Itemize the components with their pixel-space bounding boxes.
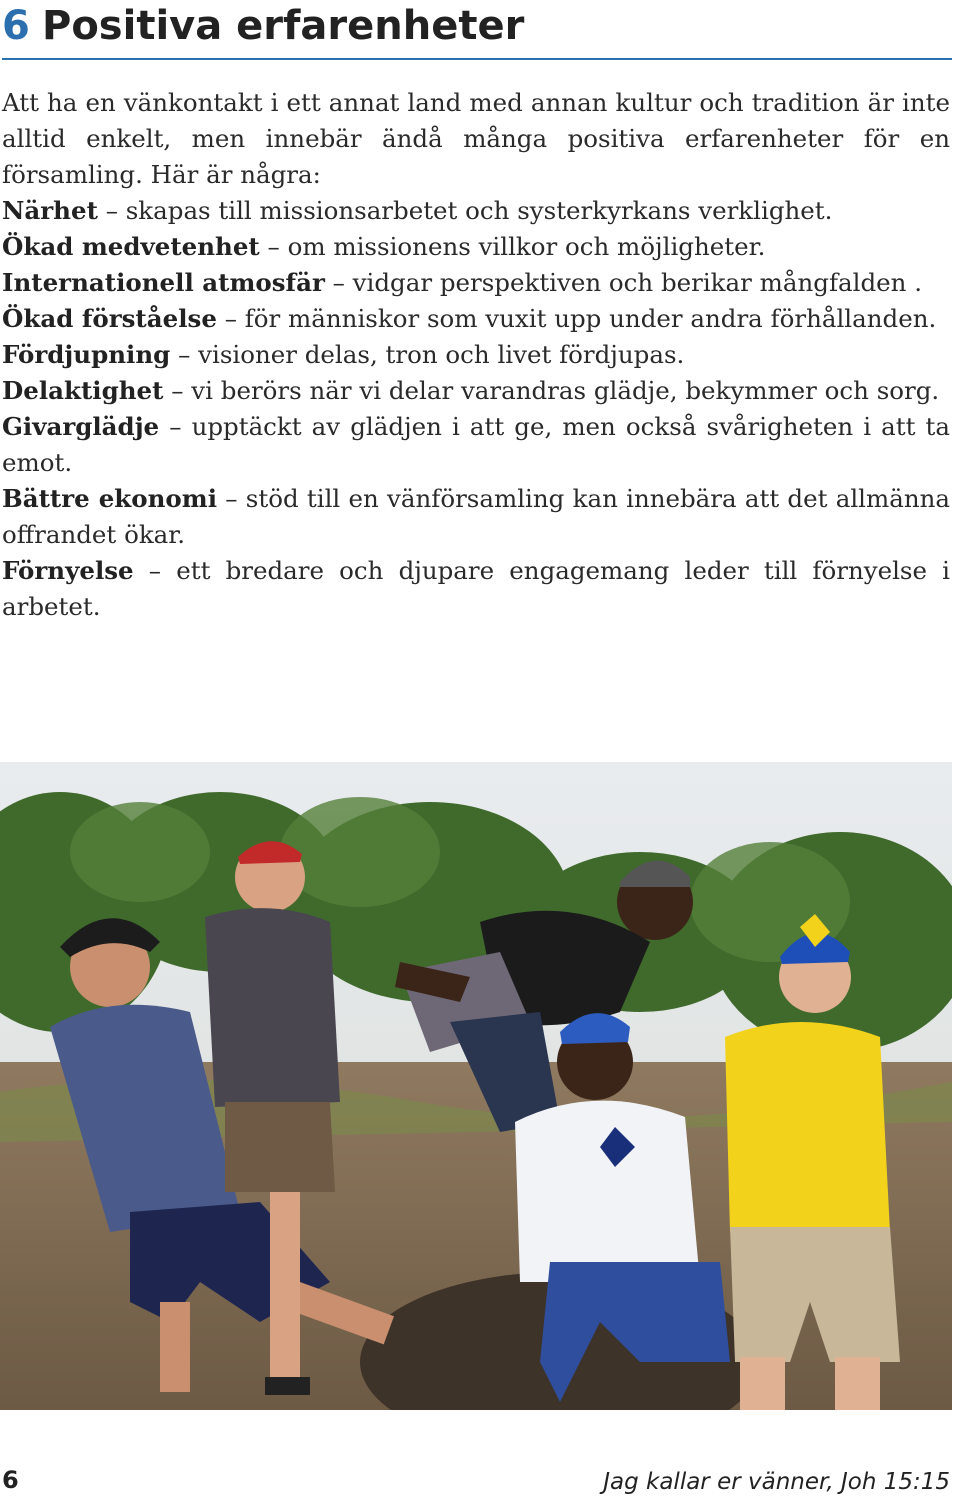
item-term: Bättre ekonomi	[2, 484, 218, 513]
item-text: – för människor som vuxit upp under andra förhållanden.	[216, 304, 937, 333]
list-item	[2, 373, 950, 409]
running-footer: Jag kallar er vänner, Joh 15:15	[603, 1469, 950, 1495]
item-text: – upptäckt av glädjen i att ge, men också svårigheten i att ta emot.	[2, 412, 950, 477]
item-text: – stöd till en vänförsamling kan innebära att det allmänna offrandet ökar.	[2, 484, 950, 549]
item-text: – ett bredare och djupare engagemang leder till förnyelse i arbetet.	[2, 556, 950, 621]
body-text	[2, 85, 950, 625]
group-photo	[0, 762, 952, 1410]
item-text: – skapas till missionsarbetet och systerkyrkans verklighet.	[97, 196, 833, 225]
list-item	[2, 265, 950, 301]
list-item	[2, 193, 950, 229]
item-term: Givarglädje	[2, 412, 160, 441]
item-text: – vi berörs när vi delar varandras glädje, bekymmer och sorg.	[163, 376, 940, 405]
item-term: Ökad förståelse	[2, 304, 217, 333]
list-item	[2, 409, 950, 481]
list-item	[2, 301, 950, 337]
item-term: Fördjupning	[2, 340, 171, 369]
item-term: Delaktighet	[2, 376, 164, 405]
list-item	[2, 229, 950, 265]
item-term: Ökad medvetenhet	[2, 232, 260, 261]
list-item	[2, 481, 950, 553]
chapter-title: Positiva erfarenheter	[42, 3, 525, 49]
list-item	[2, 553, 950, 625]
page-number: 6	[2, 1466, 19, 1494]
item-text: – vidgar perspektiven och berikar mångfalden .	[324, 268, 922, 297]
item-text: – om missionens villkor och möjligheter.	[259, 232, 766, 261]
item-term: Förnyelse	[2, 556, 134, 585]
chapter-number: 6	[2, 3, 30, 49]
intro-paragraph: Att ha en vänkontakt i ett annat land med annan kultur och tradition är inte alltid enkelt, men innebär ändå många positiva erfarenheter för en församling. Här är några:	[2, 88, 950, 189]
list-item	[2, 337, 950, 373]
chapter-heading	[2, 0, 952, 60]
item-term: Internationell atmosfär	[2, 268, 325, 297]
item-text: – visioner delas, tron och livet fördjupas.	[170, 340, 685, 369]
item-term: Närhet	[2, 196, 98, 225]
